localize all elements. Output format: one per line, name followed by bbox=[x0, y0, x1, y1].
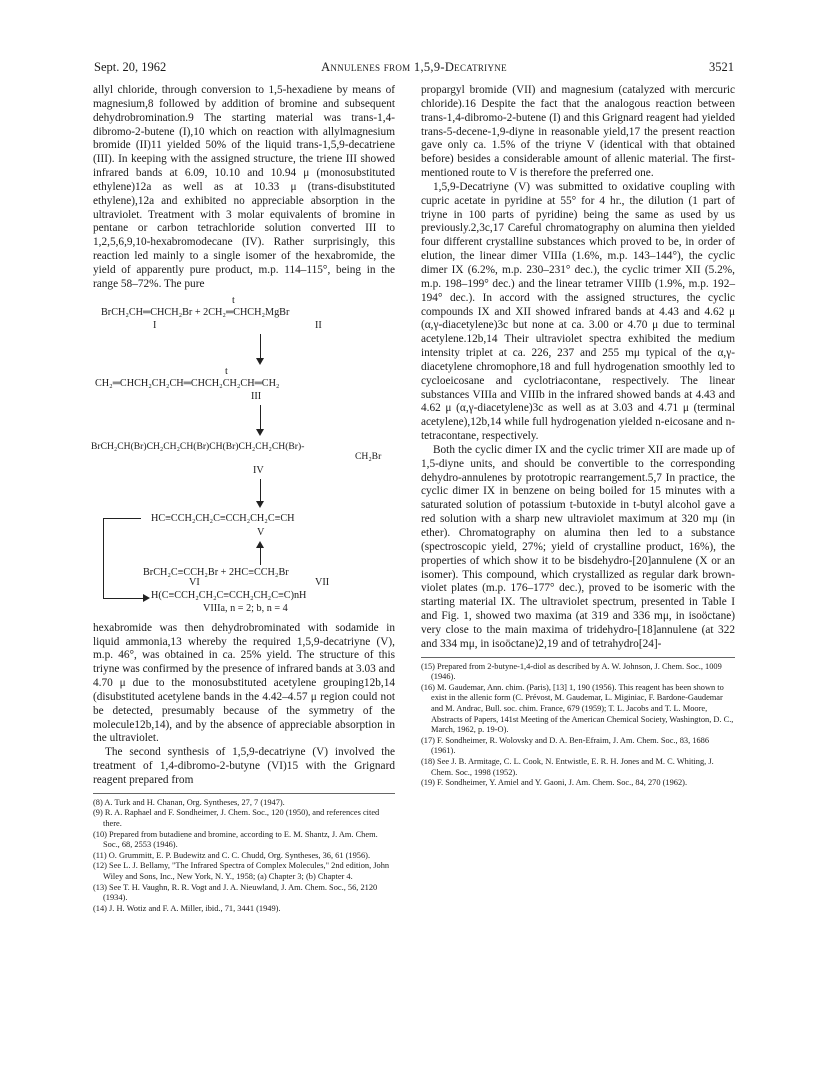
footnote-10: (10) Prepared from butadiene and bromine, according to E. M. Shantz, J. Am. Chem. Soc., 68, 2553 (1946). bbox=[93, 829, 378, 850]
header-date: Sept. 20, 1962 bbox=[94, 60, 167, 74]
footnote-11: (11) O. Grummitt, E. P. Budewitz and C. C. Chudd, Org. Syntheses, 36, 61 (1956). bbox=[93, 850, 371, 860]
footnote-18: (18) See J. B. Armitage, C. L. Cook, N. Entwistle, E. R. H. Jones and M. C. Whiting, J. Chem. Soc., 1998 (1952). bbox=[421, 756, 714, 777]
footnote-9: (9) R. A. Raphael and F. Sondheimer, J. Chem. Soc., 120 (1950), and references cited there. bbox=[93, 808, 380, 828]
trans-marker-1: t bbox=[232, 294, 235, 306]
reaction-scheme bbox=[93, 294, 395, 578]
arrow-2 bbox=[260, 405, 261, 431]
footnote-15: (15) Prepared from 2-butyne-1,4-diol as described by A. W. Johnson, J. Chem. Soc., 1009 (1946). bbox=[421, 661, 722, 682]
left-paragraph-3: The second synthesis of 1,5,9-decatriyne (V) involved the treatment of 1,4-dibromo-2-butyne (VI)15 with the Grignard reagent prepared from bbox=[93, 746, 395, 786]
footnote-12: (12) See L. J. Bellamy, "The Infrared Spectra of Complex Molecules," 2nd edition, John Wiley and Sons, Inc., New York, N. Y., 1958; (a) Chapter 3; (b) Chapter 4. bbox=[93, 861, 390, 881]
arrow-up bbox=[260, 547, 261, 565]
right-paragraph-1: propargyl bromide (VII) and magnesium (catalyzed with mercuric chloride).16 Despite the fact that the analogous reaction between trans-1,4-dibromo-2-butene (I) and this Grignard reagent had yielded trans-5-decene-1,9-diyne in reasonable yield,17 the present reaction gave only ca. 1.5% of the triyne V (identical with that obtained before) besides a considerable amount of allenic material. The first-mentioned route to V is therefore the preferred one. bbox=[421, 84, 735, 180]
scheme-row-3-tail: CH₂Br bbox=[355, 450, 382, 462]
footnote-17: (17) F. Sondheimer, R. Wolovsky and D. A. Ben-Efraim, J. Am. Chem. Soc., 83, 1686 (1961). bbox=[421, 735, 710, 756]
arrow-1 bbox=[260, 334, 261, 360]
scheme-row-6: H(C≡CCH₂CH₂C≡CCH₂CH₂C≡C)nH bbox=[151, 589, 307, 601]
footnote-14: (14) J. H. Wotiz and F. A. Miller, ibid., 71, 3441 (1949). bbox=[93, 903, 281, 913]
left-paragraph-2: hexabromide was then dehydrobrominated with sodamide in liquid ammonia,13 whereby the required 1,5,9-decatriyne (V), m.p. 46°, was obtained in ca. 25% yield. The structure of this triyne was confirmed by the presence of infrared bands at 3.03 and 4.70 μ due to the monosubstituted acetylene grouping12b,14 (disubstituted acetylene bands in the 4.42–4.57 μ region could not be detected, presumably because of the symmetry of the molecule12b,14), and by the absence of appreciable absorption in the ultraviolet. bbox=[93, 621, 395, 745]
right-paragraph-2: 1,5,9-Decatriyne (V) was submitted to oxidative coupling with cupric acetate in pyridine at 55° for 4 hr., the dilution (1 part of triyne in 100 parts of pyridine) being the same as used by us previously.2,3c,17 Careful chromatography on alumina then yielded four different crystalline substances which proved to be, in order of elution, the linear dimer VIIIa (1.6%, m.p. 143–144°), the cyclic dimer IX (6.2%, m.p. 230–231° dec.), the cyclic trimer XII (5.2%, m.p. 198–199° dec.) and the linear tetramer VIIIb (1.9%, m.p. 192–194° dec.). In accord with the assigned structures, the cyclic compounds IX and XII showed infrared bands at 4.43 and 4.62 μ (α,γ-diacetylene)3c but none at ca. 3.00 or 4.70 μ due to terminal acetylene.12b,14 Their ultraviolet spectra exhibited the medium intensity triplet at ca. 226, 237 and 255 mμ typical of the α,γ-diacetylene chromophore,18 and full hydrogenation smoothly led to cycloeicosane and cyclotriacontane, respectively. The linear substances VIIIa and VIIIb in the infrared showed bands at 4.43 and 4.62 μ (α,γ-diacetylene)3c as well as at 3.03 and 4.71 μ (terminal acetylene),12b,14 while full hydrogenation yielded n-eicosane and n-tetracontane, respectively. bbox=[421, 180, 735, 443]
scheme-row-5: BrCH₂C≡CCH₂Br + 2HC≡CCH₂Br bbox=[143, 566, 289, 578]
right-paragraph-3: Both the cyclic dimer IX and the cyclic trimer XII are made up of 1,5-diyne units, and should be convertible to the corresponding dehydro-annulenes by prototropic rearrangement.5,7 In practice, the cyclic dimer IX in benzene on being boiled for 15 minutes with a saturated solution of potassium t-butoxide in t-butyl alcohol gave a red solution with a sharp new ultraviolet maximum at 320 mμ (in ether). Chromatography on alumina then led to a substance (spectroscopic yield, 27%; yield of crystalline product, 16%), the properties of which show it to be bisdehydro-[20]annulene (X or an isomer). This compound, which crystallized as regular dark brown-violet plates (m.p. 176–177° dec.), proved to be isomeric with the starting material IX. The ultraviolet spectrum, presented in Table I and Fig. 1, showed two maxima (at 319 and 336 mμ, in isoöctane) very close to the main maxima of tridehydro-[18]annulene (at 322 and 334 mμ, in isoöctane)2,19 and of tetrahydro[24]- bbox=[421, 443, 735, 650]
label-I: I bbox=[153, 319, 157, 331]
label-VI: VI bbox=[189, 576, 200, 588]
label-V: V bbox=[257, 526, 265, 538]
label-II: II bbox=[315, 319, 322, 331]
footnote-13: (13) See T. H. Vaughn, R. R. Vogt and J. A. Nieuwland, J. Am. Chem. Soc., 56, 2120 (1934). bbox=[93, 882, 378, 903]
label-III: III bbox=[251, 390, 262, 402]
arrowhead-1 bbox=[256, 358, 264, 365]
left-paragraph-1: allyl chloride, through conversion to 1,5-hexadiene by means of magnesium,8 followed by addition of bromine and subsequent dehydrobromination.9 The starting material was trans-1,4-dibromo-2-butene (I),10 which on reaction with allylmagnesium bromide (II)11 yielded 50% of the liquid trans-1,5,9-decatriene (III). In keeping with the assigned structure, the triene III showed infrared bands at 6.09, 10.10 and 10.94 μ (monosubstituted ethylene)12a as well as at 10.33 μ (trans-disubstituted ethylene),12a and exhibited no appreciable absorption in the ultraviolet. Treatment with 3 molar equivalents of bromine in pentane or carbon tetrachloride solution converted III to 1,2,5,6,9,10-hexabromodecane (IV). Rather surprisingly, this reaction led mainly to a single isomer of the hexabromide, the yield of apparently pure product, m.p. 114–115°, being in the range 58–72%. The pure bbox=[93, 84, 395, 290]
footnote-16: (16) M. Gaudemar, Ann. chim. (Paris), [13] 1, 190 (1956). This reagent has been shown to exist in the allenic form (C. Prévost, M. Gaudemar, L. Miginiac, F. Bardone-Gaudemar and M. Andrac, Bull. soc. chim. France, 679 (1959); T. L. Jacobs and T. L. Moore, Abstracts of Papers, 141st Meeting of the American Chemical Society, Washington, D. C., March, 1962, p. 19-O). bbox=[421, 682, 734, 735]
arrowhead-3 bbox=[256, 501, 264, 508]
footnote-separator bbox=[93, 793, 395, 794]
scheme-row-4: HC≡CCH₂CH₂C≡CCH₂CH₂C≡CH bbox=[151, 512, 295, 524]
footnote-8: (8) A. Turk and H. Chanan, Org. Syntheses, 27, 7 (1947). bbox=[93, 797, 285, 807]
scheme-lower bbox=[93, 576, 395, 622]
scheme-row-2: CH₂═CHCH₂CH₂CH═CHCH₂CH₂CH═CH₂ bbox=[95, 377, 280, 389]
scheme-row-3: BrCH₂CH(Br)CH₂CH₂CH(Br)CH(Br)CH₂CH₂CH(Br)- bbox=[91, 440, 305, 452]
page-number: 3521 bbox=[709, 60, 734, 74]
scheme-row-6-label: VIIIa, n = 2; b, n = 4 bbox=[203, 602, 288, 614]
trans-marker-2: t bbox=[225, 365, 228, 377]
arrow-3 bbox=[260, 479, 261, 503]
label-IV: IV bbox=[253, 464, 264, 476]
header-title: Annulenes from 1,5,9-Decatriyne bbox=[321, 60, 507, 74]
left-column bbox=[93, 84, 395, 914]
footnote-19: (19) F. Sondheimer, Y. Amiel and Y. Gaoni, J. Am. Chem. Soc., 84, 270 (1962). bbox=[421, 778, 688, 788]
bracket-top bbox=[103, 518, 141, 519]
right-footnotes bbox=[421, 662, 735, 789]
label-VII: VII bbox=[315, 576, 330, 588]
arrowhead-2 bbox=[256, 429, 264, 436]
right-column bbox=[421, 84, 735, 789]
scheme-row-1: BrCH₂CH═CHCH₂Br + 2CH₂═CHCH₂MgBr bbox=[101, 306, 290, 318]
running-header bbox=[94, 60, 734, 76]
footnote-separator bbox=[421, 657, 735, 658]
left-footnotes bbox=[93, 798, 395, 915]
